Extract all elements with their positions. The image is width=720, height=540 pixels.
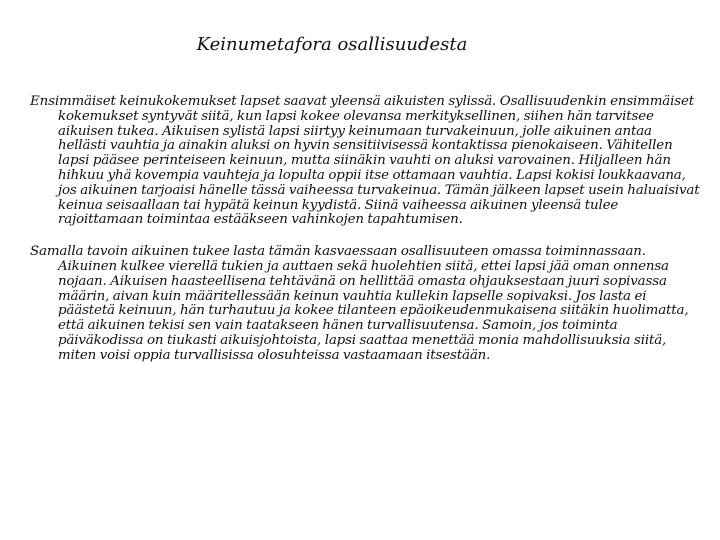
- paragraph-1: Ensimmäiset keinukokemukset lapset saavat yleensä aikuisten sylissä. Osallisuudenkin ensimmäiset kokemukset syntyvät siitä, kun lapsi kokee olevansa merkityksellinen, siihen hän tarvitsee aikuisen tukea. Aikuisen sylistä lapsi siirtyy keinumaan turvakeinuun, jolle aikuinen antaa hellästi vauhtia ja ainakin aluksi on hyvin sensitiivisessä kontaktissa pienokaiseen. Vähitellen lapsi pääsee perinteiseen keinuun, mutta siinäkin vauhti on aluksi varovainen. Hiljalleen hän hihkuu yhä kovempia vauhteja ja lopulta oppii itse ottamaan vauhtia. Lapsi kokisi loukkaavana, jos aikuinen tarjoaisi hänelle tässä vaiheessa turvakeinua. Tämän jälkeen lapset usein haluaisivat keinua seisaallaan tai hypätä keinun kyydistä. Siinä vaiheessa aikuinen yleensä tulee rajoittamaan toimintaa estääkseen vahinkojen tapahtumisen.: [30, 94, 700, 228]
- slide-body: [30, 95, 702, 381]
- paragraph-2: Samalla tavoin aikuinen tukee lasta tämän kasvaessaan osallisuuteen omassa toiminnassaan. Aikuinen kulkee vierellä tukien ja auttaen sekä huolehtien siitä, ettei lapsi jää oman onnensa nojaan. Aikuisen haasteellisena tehtävänä on hellittää omasta ohjauksestaan juuri sopivassa määrin, aivan kuin määritellessään keinun vauhtia kullekin lapselle sopivaksi. Jos lasta ei päästetä keinuun, hän turhautuu ja kokee tilanteen epäoikeudenmukaisena siitäkin huolimatta, että aikuinen tekisi sen vain taatakseen hänen turvallisuutensa. Samoin, jos toiminta päiväkodissa on tiukasti aikuisjohtoista, lapsi saattaa menettää monia mahdollisuuksia siitä, miten voisi oppia turvallisissa olosuhteissa vastaamaan itsestään.: [30, 244, 689, 363]
- slide-title: Keinumetafora osallisuudesta: [196, 34, 468, 55]
